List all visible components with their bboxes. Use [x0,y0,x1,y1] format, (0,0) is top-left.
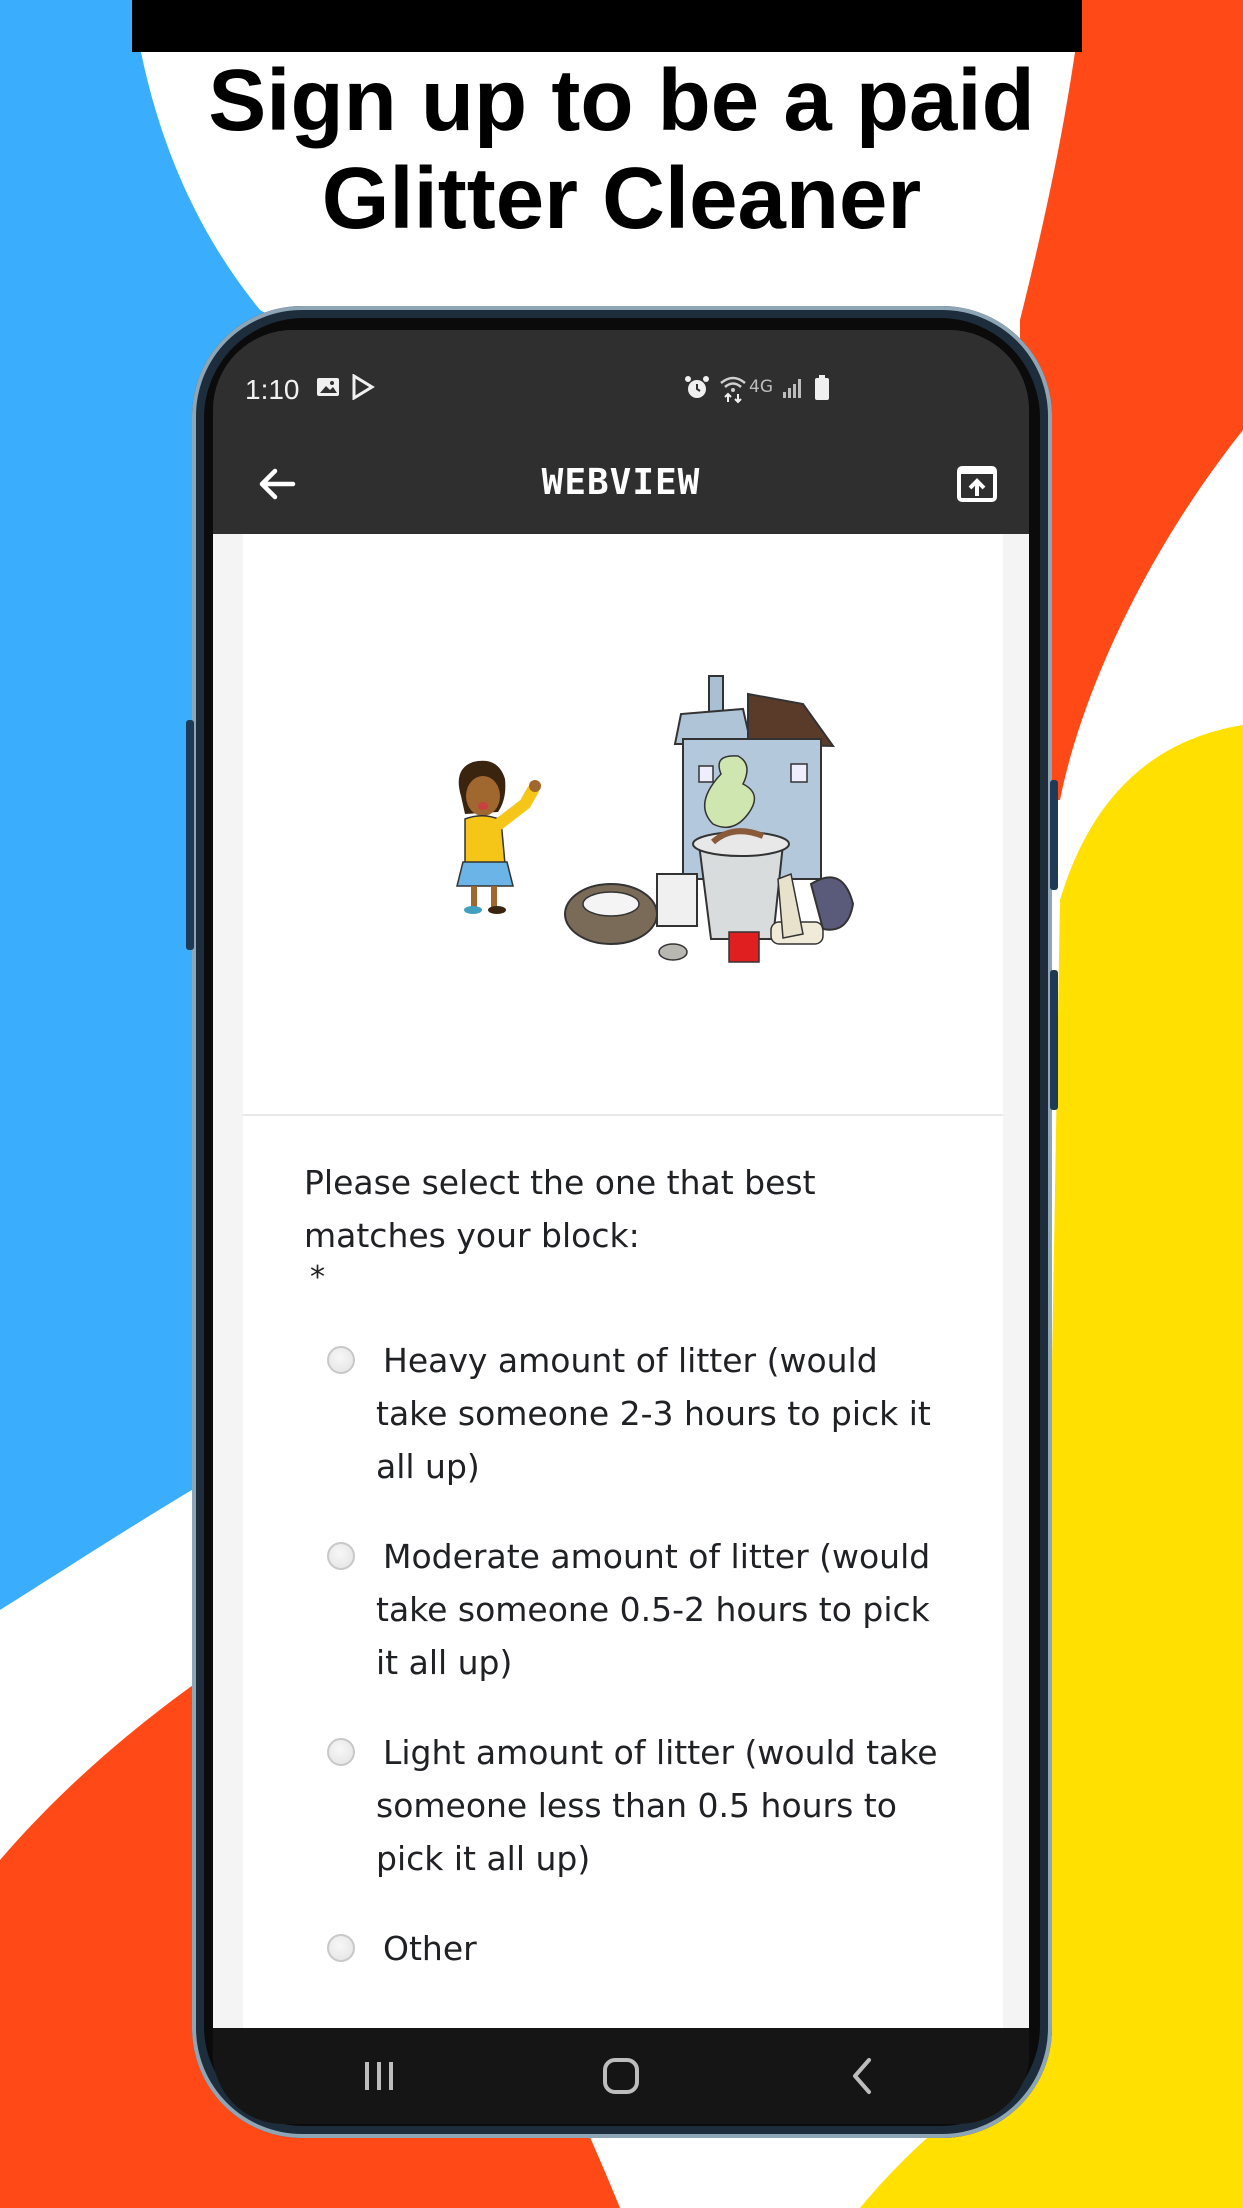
radio-moderate[interactable] [327,1542,355,1570]
gallery-icon [315,374,341,407]
recent-apps-button[interactable] [355,2054,403,2098]
status-bar [213,330,1029,440]
phone-side-button-left [186,720,194,950]
top-black-bar [132,0,1082,52]
home-icon [597,2054,645,2098]
litter-illustration [243,534,1003,1114]
girl-figure [457,761,541,914]
option-moderate-label: Moderate amount of litter (would take someone 0.5-2 hours to pick it all up) [376,1537,931,1682]
wifi-data-icon [719,374,747,411]
recent-apps-icon [355,2054,403,2098]
radio-heavy[interactable] [327,1346,355,1374]
battery-icon [813,374,831,409]
status-time: 1:10 [245,374,300,405]
option-moderate[interactable] [327,1530,957,1690]
option-heavy[interactable] [327,1334,957,1494]
promo-headline [0,52,1243,248]
network-type-label: 4G [749,377,773,397]
option-heavy-label: Heavy amount of litter (would take someone 2-3 hours to pick it all up) [376,1341,931,1486]
question-text: Please select the one that best matches your block: [304,1163,816,1255]
section-divider [243,1114,1003,1116]
app-bar [213,440,1029,534]
option-light-label: Light amount of litter (would take someone less than 0.5 hours to pick it all up) [376,1733,938,1878]
phone-side-button-right-1 [1050,780,1058,890]
open-external-button[interactable] [955,462,999,506]
app-title: WEBVIEW [541,462,701,503]
radio-other[interactable] [327,1934,355,1962]
option-other-label: Other [383,1929,477,1968]
required-marker: * [310,1260,325,1295]
back-nav-button[interactable] [839,2054,887,2098]
alarm-icon [683,374,711,409]
phone-side-button-right-2 [1050,970,1058,1110]
promo-headline-line1: Sign up to be a paid [208,52,1035,149]
signal-icon [781,374,805,407]
chevron-left-icon [839,2054,887,2098]
home-button[interactable] [597,2054,645,2098]
system-nav-bar [213,2028,1029,2124]
open-external-icon [955,462,999,506]
phone-screen [213,330,1029,2124]
option-other[interactable] [327,1922,957,1978]
radio-light[interactable] [327,1738,355,1766]
webview-content [213,534,1029,2028]
promo-headline-line2: Glitter Cleaner [321,150,922,247]
form-card [243,534,1003,2028]
option-light[interactable] [327,1726,957,1886]
play-store-icon [351,374,375,407]
